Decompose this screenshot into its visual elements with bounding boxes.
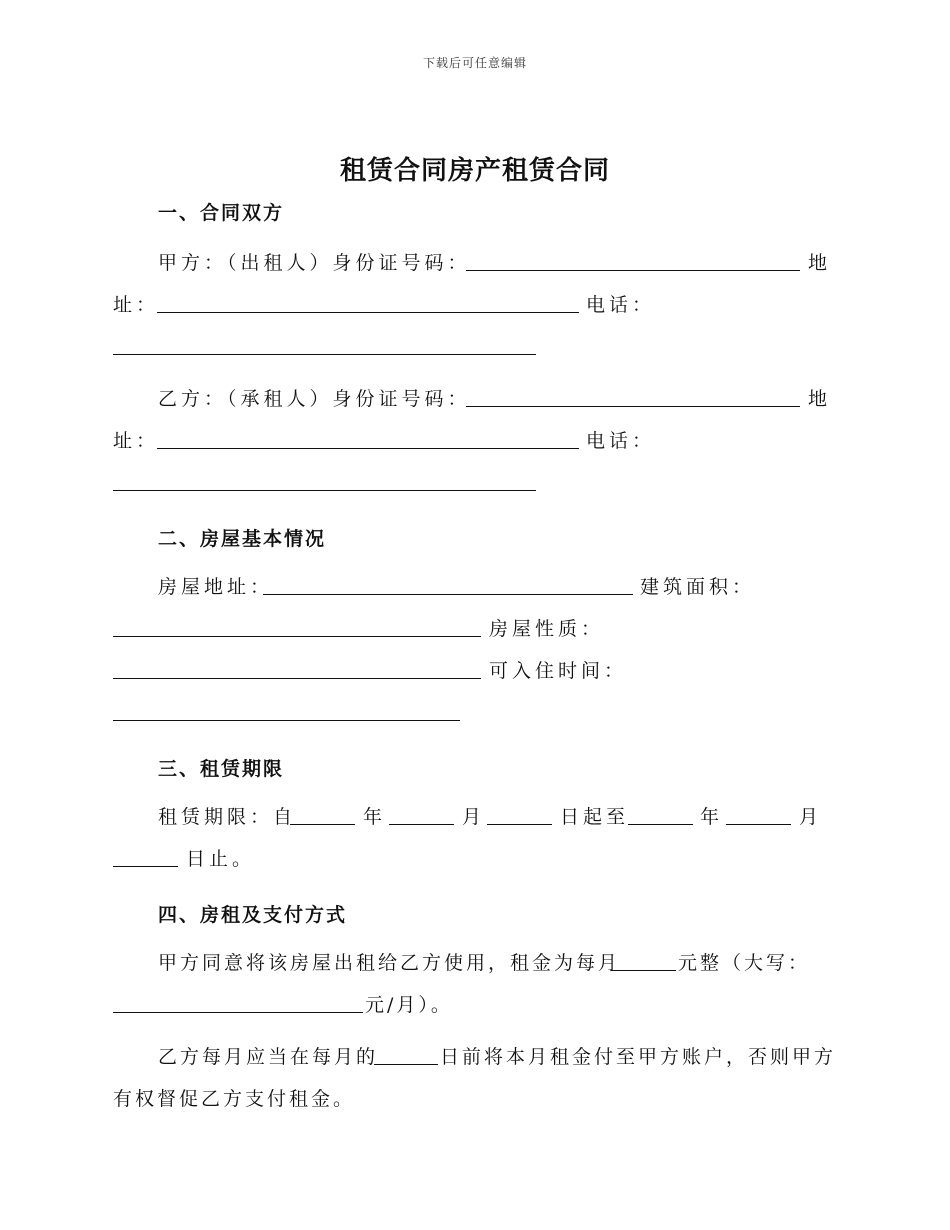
section-heading-house: 二、房屋基本情况: [158, 528, 327, 550]
rent-amount-words-blank: [113, 1012, 363, 1013]
party-b-id-line: [158, 386, 471, 412]
house-movein-label: 可入住时间：: [489, 660, 628, 682]
party-a-addr-blank: [157, 312, 579, 313]
term-month-label: 月: [462, 806, 486, 828]
term-end-day-blank: [113, 866, 178, 867]
party-a-id-line: [158, 250, 471, 276]
section-heading-term: 三、租赁期限: [158, 758, 285, 780]
term-start-day-blank: [487, 824, 552, 825]
party-b-addr-tail: 地: [808, 388, 832, 410]
payment-p2-a: 乙方每月应当在每月的: [158, 1046, 379, 1068]
payment-day-blank: [374, 1064, 438, 1065]
payment-p1-a: 甲方同意将该房屋出租给乙方使用，租金为每月: [158, 952, 621, 974]
house-nature-label: 房屋性质：: [489, 618, 605, 640]
party-a-addr-head: 址：: [113, 294, 160, 316]
term-end-month-blank: [726, 824, 791, 825]
party-b-addr-head: 址：: [113, 430, 160, 452]
term-day-from-label: 日起至: [560, 806, 630, 828]
party-b-phone-blank: [113, 490, 536, 491]
house-nature-blank: [113, 678, 481, 679]
payment-p2-b: 日前将本月租金付至甲方账户，否则甲方: [440, 1046, 837, 1068]
term-end-year-blank: [628, 824, 693, 825]
page-header: 下载后可任意编辑: [422, 56, 527, 70]
term-year-label: 年: [363, 806, 387, 828]
section-heading-payment: 四、房租及支付方式: [158, 904, 348, 926]
term-month2-label: 月: [799, 806, 823, 828]
payment-p2-c: 有权督促乙方支付租金。: [113, 1088, 356, 1110]
house-movein-blank: [113, 720, 460, 721]
term-end-label: 日止。: [186, 848, 256, 870]
party-b-phone: 电话：: [586, 430, 656, 452]
party-b-addr-blank: [157, 448, 579, 449]
house-area-label: 建筑面积：: [640, 576, 756, 598]
payment-p1-b: 元整（大写：: [678, 952, 811, 974]
house-address-label: 房屋地址：: [158, 576, 274, 598]
payment-p1-c: 元/月）。: [365, 994, 453, 1016]
party-a-lead: 甲方：（出租人）身份证号码：: [158, 252, 471, 274]
party-a-id-blank: [466, 270, 800, 271]
term-start-year-blank: [290, 824, 355, 825]
party-b-id-blank: [466, 406, 800, 407]
party-a-phone-blank: [113, 354, 536, 355]
house-area-blank: [113, 636, 481, 637]
party-b-lead: 乙方：（承租人）身份证号码：: [158, 388, 471, 410]
term-prefix: 租赁期限：自: [158, 806, 297, 828]
term-year2-label: 年: [700, 806, 724, 828]
party-a-phone: 电话：: [586, 294, 656, 316]
rent-amount-blank: [611, 970, 676, 971]
term-start-month-blank: [389, 824, 454, 825]
section-heading-parties: 一、合同双方: [158, 202, 285, 224]
house-address-blank: [263, 594, 633, 595]
party-a-addr-tail: 地: [808, 252, 832, 274]
document-title: 租赁合同房产租赁合同: [339, 156, 610, 186]
